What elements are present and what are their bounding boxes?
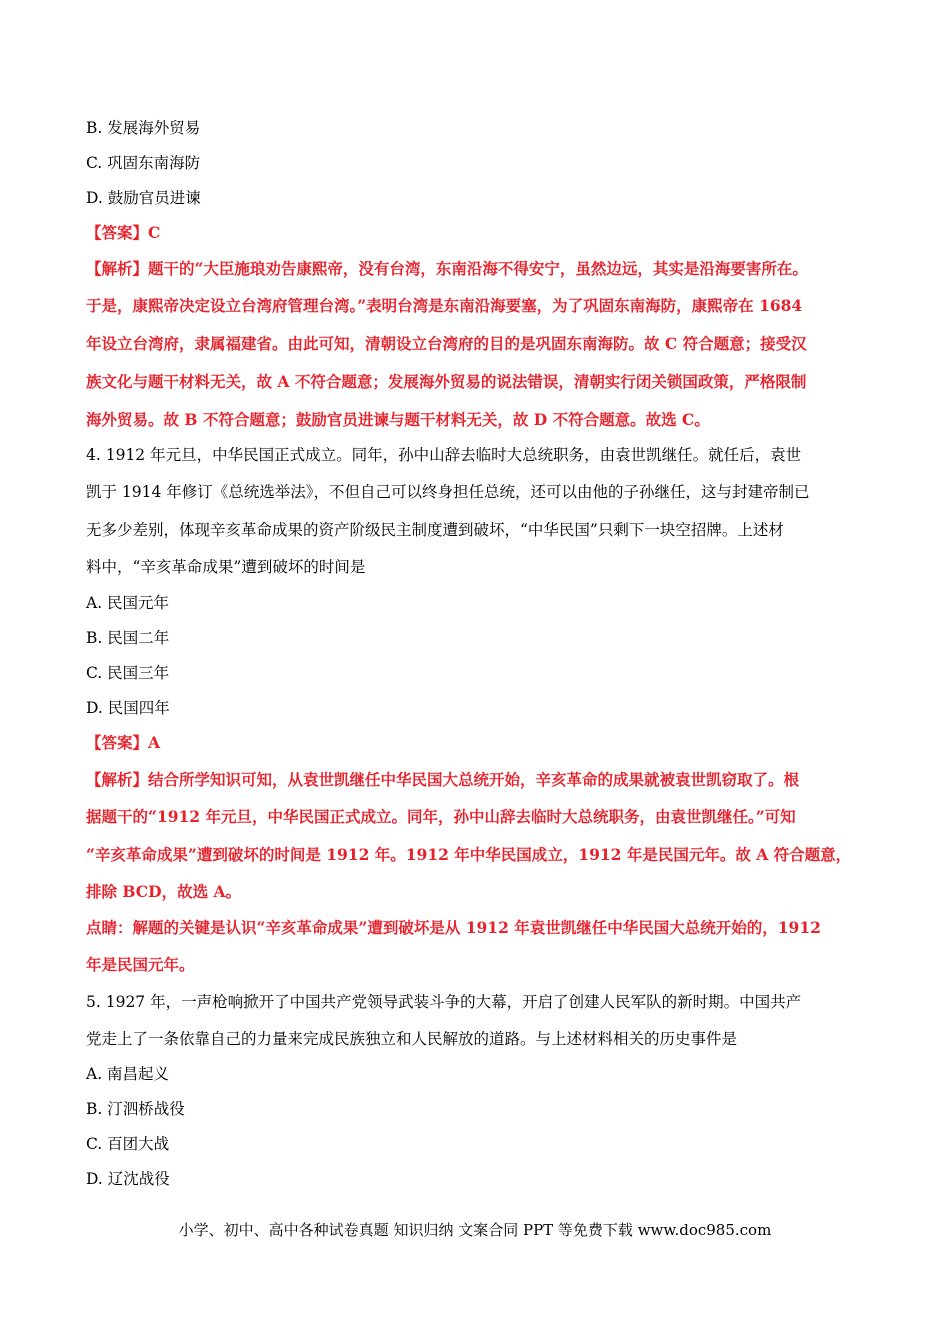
q4-analysis-line: 据题干的“1912 年元旦，中华民国正式成立。同年，孙中山辞去临时大总统职务，由袁世凯继任。”可知: [86, 807, 796, 826]
q3-answer: [86, 223, 160, 243]
q3-analysis-line: 于是，康熙帝决定设立台湾府管理台湾。”表明台湾是东南沿海要塞，为了巩固东南海防，康熙帝在 1684: [86, 296, 803, 315]
q4-analysis-line: “辛亥革命成果”遭到破坏的时间是 1912 年。1912 年中华民国成立，1912 年是民国元年。故 A 符合题意，: [86, 845, 852, 864]
q5-stem-line: 5. 1927 年，一声枪响掀开了中国共产党领导武装斗争的大幕，开启了创建人民军队的新时期。中国共产: [86, 993, 802, 1011]
q4-answer-value: A: [148, 733, 161, 752]
q5-option-c: C. 百团大战: [86, 1135, 170, 1153]
q4-answer-label: 【答案】: [86, 733, 149, 752]
page-footer: 小学、初中、高中各种试卷真题 知识归纳 文案合同 PPT 等免费下载 www.doc985.com: [178, 1221, 772, 1239]
q3-analysis-line: 【解析】题干的“大臣施琅劝告康熙帝，没有台湾，东南沿海不得安宁，虽然边远，其实是沿海要害所在。: [86, 259, 808, 278]
q4-option-d: D. 民国四年: [86, 699, 170, 717]
q5-option-d: D. 辽沈战役: [86, 1170, 170, 1188]
q3-answer-value: C: [148, 223, 161, 242]
q4-analysis-line: 【解析】结合所学知识可知，从袁世凯继任中华民国大总统开始，辛亥革命的成果就被袁世凯窃取了。根: [86, 770, 800, 789]
q4-option-a: A. 民国元年: [86, 594, 170, 612]
q3-option-d: D. 鼓励官员进谏: [86, 189, 201, 207]
q3-analysis-label: 【解析】: [86, 259, 149, 278]
q4-stem-line: 4. 1912 年元旦，中华民国正式成立。同年，孙中山辞去临时大总统职务，由袁世凯继任。就任后，袁世: [86, 446, 802, 464]
q5-stem-line: 党走上了一条依靠自己的力量来完成民族独立和人民解放的道路。与上述材料相关的历史事件是: [86, 1030, 738, 1048]
q4-option-c: C. 民国三年: [86, 664, 170, 682]
q3-answer-label: 【答案】: [86, 223, 149, 242]
q4-analysis-line: 排除 BCD，故选 A。: [86, 882, 241, 901]
q4-tip-line: 点睛：解题的关键是认识“辛亥革命成果”遭到破坏是从 1912 年袁世凯继任中华民国大总统开始的，1912: [86, 918, 821, 937]
q4-stem-line: 料中，“辛亥革命成果”遭到破坏的时间是: [86, 558, 366, 576]
q3-analysis-line: 年设立台湾府，隶属福建省。由此可知，清朝设立台湾府的目的是巩固东南海防。故 C 符合题意；接受汉: [86, 334, 807, 353]
q5-option-a: A. 南昌起义: [86, 1065, 170, 1083]
q3-analysis-line: 族文化与题干材料无关，故 A 不符合题意；发展海外贸易的说法错误，清朝实行闭关锁国政策，严格限制: [86, 372, 807, 391]
q4-answer: [86, 733, 160, 753]
q3-option-b: B. 发展海外贸易: [86, 119, 201, 137]
q5-option-b: B. 汀泗桥战役: [86, 1100, 185, 1118]
q4-stem-line: 无多少差别，体现辛亥革命成果的资产阶级民主制度遭到破坏，“中华民国”只剩下一块空招牌。上述材: [86, 521, 784, 539]
q3-analysis-line: 海外贸易。故 B 不符合题意；鼓励官员进谏与题干材料无关，故 D 不符合题意。故选 C。: [86, 410, 710, 429]
q4-option-b: B. 民国二年: [86, 629, 170, 647]
q4-tip-line: 年是民国元年。: [86, 955, 195, 974]
q4-stem-line: 凯于 1914 年修订《总统选举法》，不但自己可以终身担任总统，还可以由他的子孙继任，这与封建帝制已: [86, 483, 810, 501]
q3-option-c: C. 巩固东南海防: [86, 154, 201, 172]
q4-analysis-label: 【解析】: [86, 770, 149, 789]
